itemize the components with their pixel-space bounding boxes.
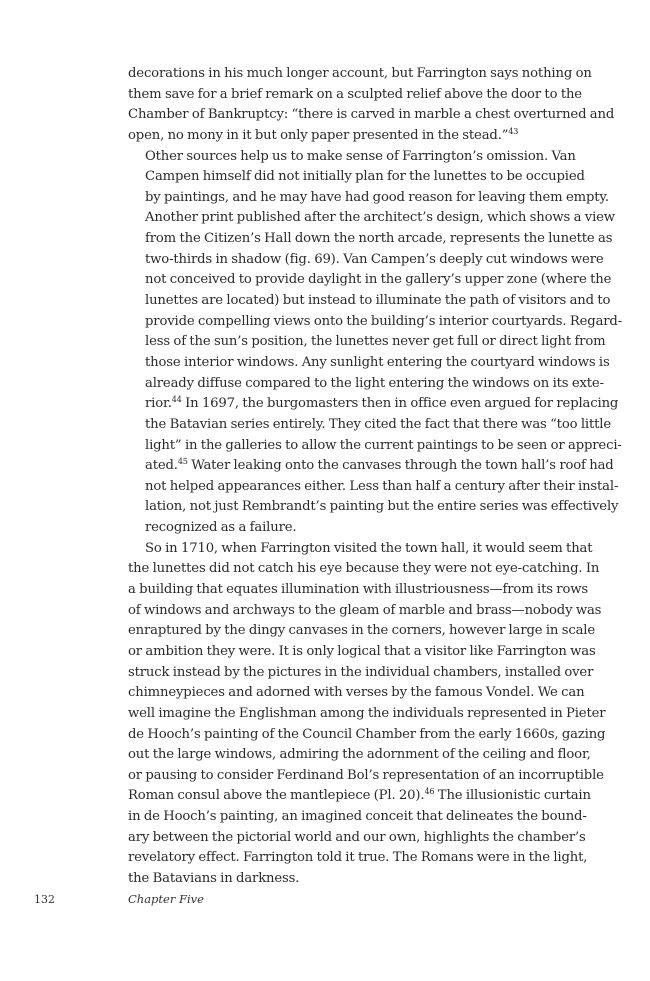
text-line: the Batavian series entirely. They cited the fact that there was “too little	[145, 416, 612, 432]
text-line: two-thirds in shadow (fig. 69). Van Campen’s deeply cut windows were	[145, 251, 604, 267]
footnote-ref-45: 45	[177, 457, 188, 467]
text-line: de Hooch’s painting of the Council Chamber from the early 1660s, gazing	[128, 726, 606, 742]
text-line: a building that equates illumination with illustriousness—from its rows	[128, 582, 588, 598]
paragraph-3	[128, 539, 606, 890]
text-line: Campen himself did not initially plan for the lunettes to be occupied	[145, 169, 585, 185]
text-line: or pausing to consider Ferdinand Bol’s representation of an incorruptible	[128, 767, 604, 783]
text-line: provide compelling views onto the building’s interior courtyards. Regard-	[145, 313, 623, 329]
text-line: revelatory effect. Farrington told it true. The Romans were in the light,	[128, 850, 588, 866]
text-line: struck instead by the pictures in the individual chambers, installed over	[128, 664, 594, 680]
text-line: Another print published after the architect’s design, which shows a view	[145, 210, 615, 226]
text-fragment: rior.	[145, 396, 172, 412]
text-line: not conceived to provide daylight in the gallery’s upper zone (where the	[145, 272, 612, 288]
text-fragment: ated.	[145, 458, 178, 474]
text-line: Chamber of Bankruptcy: “there is carved in marble a chest overturned and	[128, 107, 615, 123]
text-line: decorations in his much longer account, but Farrington says nothing on	[128, 66, 592, 81]
footnote-ref-46: 46	[424, 787, 435, 797]
text-line: of windows and archways to the gleam of marble and brass—nobody was	[128, 602, 602, 618]
text-line: Other sources help us to make sense of Farrington’s omission. Van	[145, 148, 576, 164]
text-line: lunettes are located) but instead to illuminate the path of visitors and to	[145, 293, 611, 309]
text-line: less of the sun’s position, the lunettes never get full or direct light from	[145, 334, 606, 350]
body-text	[128, 64, 623, 890]
text-fragment: The illusionistic curtain	[434, 788, 591, 804]
text-line	[128, 394, 619, 415]
text-line	[128, 786, 591, 807]
text-line: those interior windows. Any sunlight entering the courtyard windows is	[145, 354, 610, 370]
text-fragment: open, no mony in it but only paper presented in the stead.”	[128, 127, 509, 143]
text-line: well imagine the Englishman among the individuals represented in Pieter	[128, 705, 606, 721]
text-line: out the large windows, admiring the adornment of the ceiling and floor,	[128, 747, 591, 763]
text-fragment: In 1697, the burgomasters then in office even argued for replacing	[181, 396, 619, 412]
text-line: not helped appearances either. Less than half a century after their instal-	[145, 478, 619, 494]
text-line: or ambition they were. It is only logical that a visitor like Farrington was	[128, 643, 596, 659]
paragraph-2	[128, 147, 623, 539]
text-line: enraptured by the dingy canvases in the corners, however large in scale	[128, 623, 595, 639]
text-fragment: Roman consul above the mantlepiece (Pl. 20).	[128, 788, 425, 804]
page-number: 132	[34, 893, 55, 906]
text-line: So in 1710, when Farrington visited the town hall, it would seem that	[145, 540, 593, 556]
text-line	[128, 456, 614, 477]
text-line: by paintings, and he may have had good reason for leaving them empty.	[145, 189, 609, 205]
paragraph-1	[128, 64, 615, 147]
text-line: the lunettes did not catch his eye because they were not eye-catching. In	[128, 561, 600, 577]
text-line: already diffuse compared to the light entering the windows on its exte-	[145, 375, 604, 391]
footnote-ref-43: 43	[508, 126, 519, 136]
text-line: from the Citizen’s Hall down the north arcade, represents the lunette as	[145, 231, 613, 247]
text-line: chimneypieces and adorned with verses by the famous Vondel. We can	[128, 685, 585, 701]
running-footer-chapter: Chapter Five	[128, 892, 204, 906]
footnote-ref-44: 44	[171, 395, 182, 405]
text-line: in de Hooch’s painting, an imagined conceit that delineates the bound-	[128, 809, 587, 825]
text-line: recognized as a failure.	[145, 520, 297, 536]
text-line: lation, not just Rembrandt’s painting but the entire series was effectively	[145, 499, 619, 515]
text-line: light” in the galleries to allow the current paintings to be seen or appreci-	[145, 437, 622, 453]
text-line	[128, 126, 566, 147]
text-line: ary between the pictorial world and our own, highlights the chamber’s	[128, 829, 586, 845]
text-line: them save for a brief remark on a sculpted relief above the door to the	[128, 86, 582, 102]
text-line: the Batavians in darkness.	[128, 870, 300, 886]
text-fragment: Water leaking onto the canvases through the town hall’s roof had	[187, 458, 614, 474]
